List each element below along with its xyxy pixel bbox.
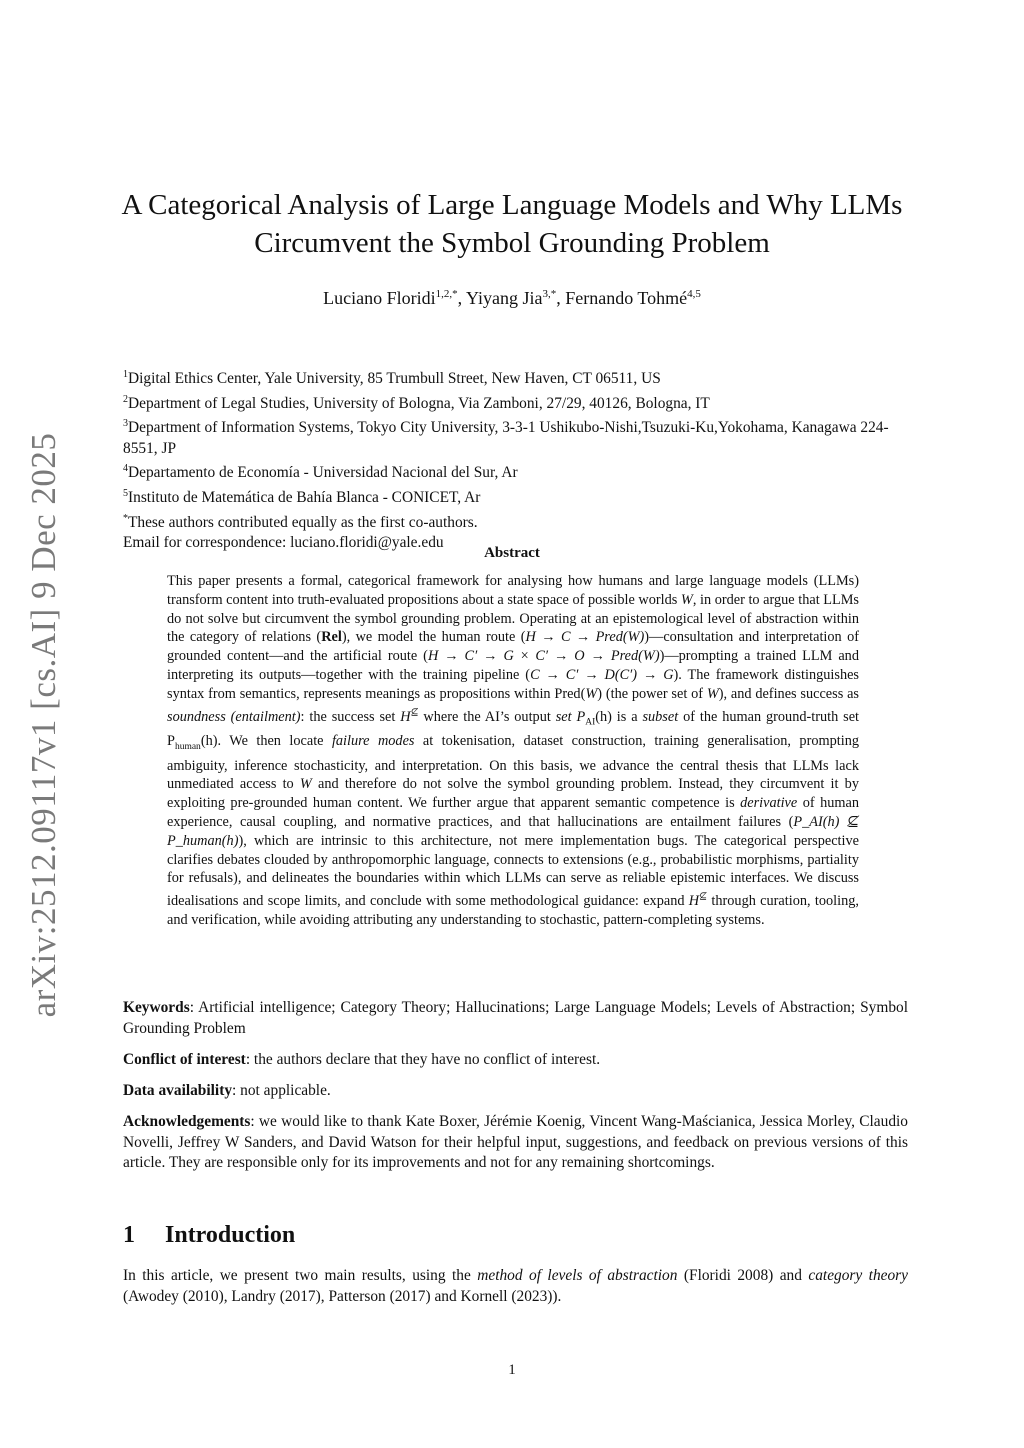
author-affil-marker: 1,2,* [435, 288, 458, 300]
keywords: Keywords: Artificial intelligence; Category Theory; Hallucinations; Large Language Models; Levels of Abstraction; Symbol Grounding Problem [123, 999, 908, 1037]
affiliation-item: $^5$Instituto de Matemática de Bahía Blanca - CONICET, Ar [123, 488, 481, 507]
title-line-2: Circumvent the Symbol Grounding Problem [254, 227, 770, 259]
abstract-heading: Abstract [484, 545, 540, 561]
section-heading-introduction: 1 Introduction [123, 1222, 296, 1248]
correspondence-email: Email for correspondence: luciano.floridi@yale.edu [123, 534, 444, 552]
conflict-of-interest: Conflict of interest: the authors declare that they have no conflict of interest. [123, 1051, 601, 1068]
abstract-text: This paper presents a formal, categorical framework for analysing how humans and large language models (LLMs) transform content into truth-evaluated propositions about a state space of possible worlds W, in order to argue that LLMs do not solve but circumvent the symbol grounding problem. Operating at an epistemological level of abstraction within the category of relations (Rel), we model the human route (H → C → Pred(W))—consultation and interpretation of grounded content—and the artificial route (H → C′ → G × C′ → O → Pred(W))—prompting a trained LLM and interpreting its outputs—together with the training pipeline (C → C′ → D(C′) → G). The framework distinguishes syntax from semantics, represents meanings as propositions within Pred(W) (the power set of W), and defines success as soundness (entailment): the success set H⊈ where the AI’s output set $P_{AI}(h)$ is a subset of the human ground-truth set $P_{human}(h)$. We then locate failure modes at tokenisation, dataset construction, training generalisation, prompting ambiguity, inference stochasticity, and interpretation. On this basis, we advance the central thesis that LLMs lack unmediated access to W and therefore do not solve the symbol grounding problem. Instead, they circumvent it by exploiting pre-grounded human content. We further argue that apparent semantic competence is derivative of human experience, causal coupling, and normative practices, and that hallucinations are entailment failures (P_AI(h) ⊈ P_human(h)), which are intrinsic to this architecture, not mere implementation bugs. The categorical perspective clarifies debates clouded by anthropomorphic language, connects to extensions (e.g., probabilistic morphisms, partiality for refusals), and delineates the boundaries within which LLMs can serve as reliable epistemic interfaces. We discuss idealisations and scope limits, and conclude with some methodological guidance: expand H⊈ through curation, tooling, and verification, while avoiding attributing any understanding to stochastic, pattern-completing systems. [167, 573, 860, 928]
page-number: 1 [508, 1362, 516, 1378]
affiliation-item: *These authors contributed equally as the first co-authors. [123, 512, 478, 531]
author-name: Yiyang Jia [465, 288, 543, 308]
author-list: Luciano Floridi$^{1,2,*}$, Yiyang Jia$^{3,*}$, Fernando Tohmé$^{4,5}$ [323, 288, 701, 308]
author-affil-marker: 4,5 [687, 288, 701, 300]
affiliation-item: $^3$Department of Information Systems, Tokyo City University, 3-3-1 Ushikubo-Nishi,Tsuzuki-Ku,Yokohama, Kanagawa 224-8551, JP [123, 418, 889, 457]
author-affil-marker: 3,* [542, 288, 557, 300]
affiliation-item: $^1$Digital Ethics Center, Yale University, 85 Trumbull Street, New Haven, CT 06511, US [123, 369, 661, 388]
paper-title [112, 186, 912, 262]
title-line-1: A Categorical Analysis of Large Language Models and Why LLMs [121, 189, 903, 221]
acknowledgements: Acknowledgements: we would like to thank Kate Boxer, Jérémie Koenig, Vincent Wang-Maścianica, Jessica Morley, Claudio Novelli, Jeffrey W Sanders, and David Watson for their helpful input, suggestions, and feedback on previous versions of this article. They are responsible only for its improvements and not for any remaining shortcomings. [123, 1113, 908, 1171]
affiliation-item: $^4$Departamento de Economía - Universidad Nacional del Sur, Ar [123, 463, 518, 482]
affiliation-item: $^2$Department of Legal Studies, University of Bologna, Via Zamboni, 27/29, 40126, Bologna, IT [123, 393, 710, 412]
affiliations [123, 365, 908, 554]
author-name: Luciano Floridi [323, 288, 436, 308]
arxiv-identifier-stamp: arXiv:2512.09117v1 [cs.AI] 9 Dec 2025 [24, 432, 63, 1018]
author-name: Fernando Tohmé [565, 288, 688, 308]
introduction-paragraph: In this article, we present two main results, using the method of levels of abstraction (Floridi 2008) and category theory (Awodey (2010), Landry (2017), Patterson (2017) and Kornell (2023)). [123, 1267, 908, 1305]
data-availability: Data availability: not applicable. [123, 1082, 331, 1099]
